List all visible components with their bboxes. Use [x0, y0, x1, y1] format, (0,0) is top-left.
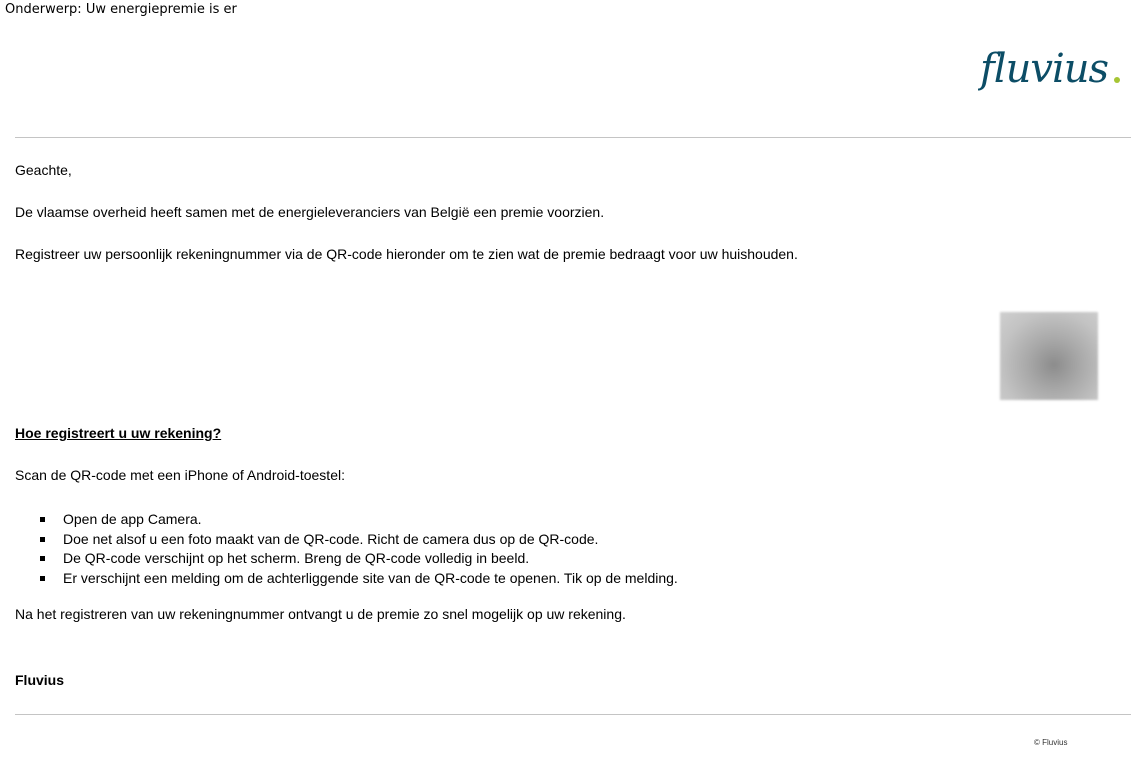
list-item	[15, 531, 678, 551]
paragraph-register: Registreer uw persoonlijk rekeningnummer via de QR-code hieronder om te zien wat de premie bedraagt voor uw huishouden.	[15, 246, 798, 262]
scan-instruction: Scan de QR-code met een iPhone of Android-toestel:	[15, 467, 345, 483]
step-text: Er verschijnt een melding om de achterliggende site van de QR-code te openen. Tik op de melding.	[63, 570, 678, 587]
copyright-notice: © Fluvius	[1034, 738, 1068, 747]
fluvius-logo	[978, 44, 1124, 102]
howto-heading: Hoe registreert u uw rekening?	[15, 425, 222, 441]
footer-divider	[15, 714, 1131, 715]
logo-dot	[1114, 77, 1120, 83]
list-item	[15, 550, 678, 570]
step-text: Open de app Camera.	[63, 511, 202, 527]
after-registration-text: Na het registreren van uw rekeningnummer ontvangt u de premie zo snel mogelijk op uw rekening.	[15, 606, 626, 622]
list-item	[15, 511, 678, 531]
bullet-icon	[40, 556, 45, 561]
step-text: De QR-code verschijnt op het scherm. Breng de QR-code volledig in beeld.	[63, 550, 530, 567]
steps-list	[15, 511, 678, 590]
subject-text: Uw energiepremie is er	[85, 2, 237, 17]
header-divider	[15, 137, 1131, 138]
greeting: Geachte,	[15, 162, 72, 178]
email-subject	[5, 2, 237, 17]
paragraph-premium: De vlaamse overheid heeft samen met de energieleveranciers van België een premie voorzien.	[15, 204, 605, 220]
signature: Fluvius	[15, 672, 65, 688]
subject-label: Onderwerp:	[5, 2, 82, 17]
list-item	[15, 570, 678, 590]
qr-code-image[interactable]	[1000, 312, 1098, 400]
bullet-icon	[40, 537, 45, 542]
bullet-icon	[40, 576, 45, 581]
bullet-icon	[40, 517, 45, 522]
logo-text: fluvius	[980, 46, 1109, 92]
step-text: Doe net alsof u een foto maakt van de QR-code. Richt de camera dus op de QR-code.	[63, 530, 599, 547]
